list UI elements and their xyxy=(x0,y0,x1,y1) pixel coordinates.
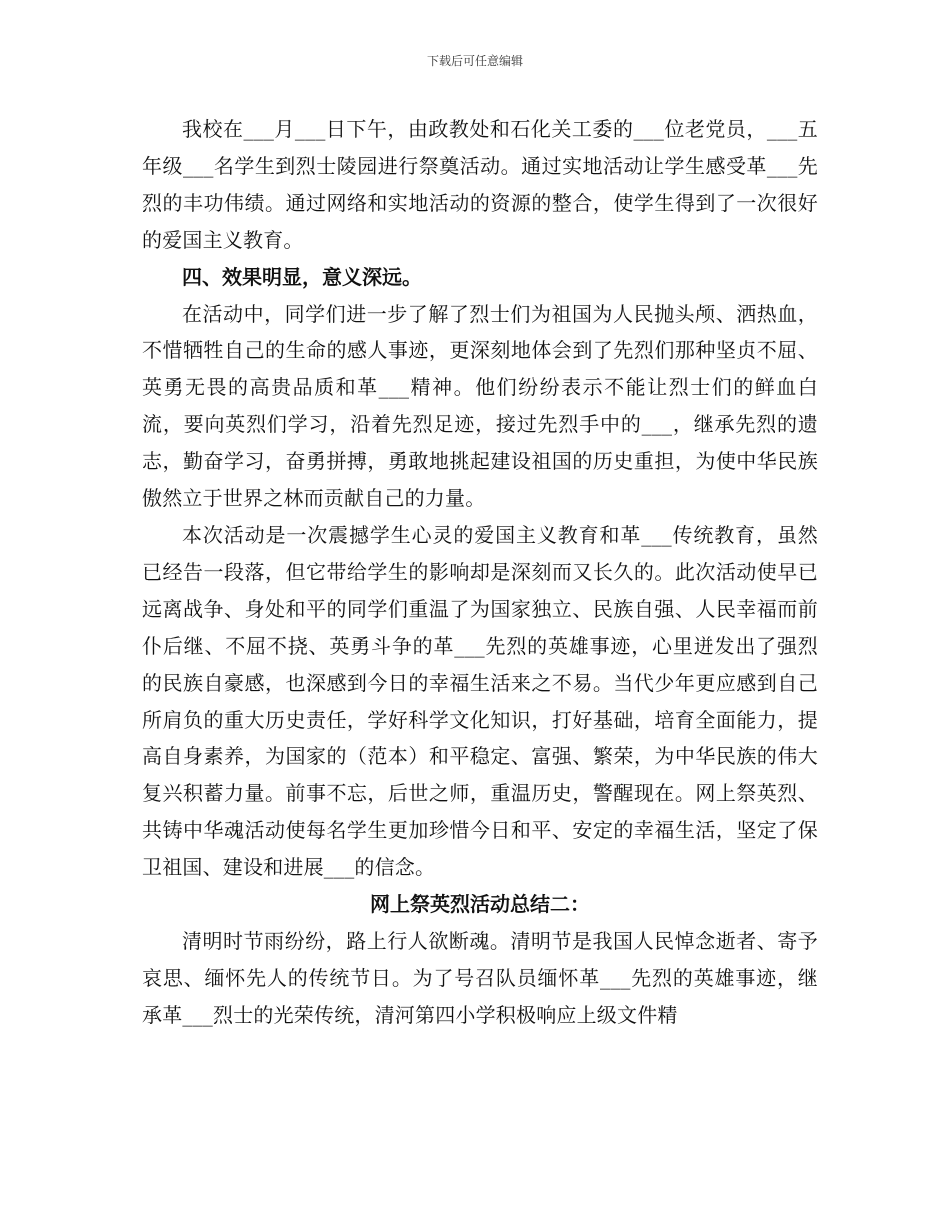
page-header-note: 下载后可任意编辑 xyxy=(426,54,523,68)
paragraph-activity-significance: 本次活动是一次震撼学生心灵的爱国主义教育和革___传统教育，虽然已经告一段落，但它带给学生的影响却是深刻而又长久的。此次活动使早已远离战争、身处和平的同学们重温了为国家独立、民族自强、人民幸福而前仆后继、不屈不挠、英勇斗争的革___先烈的英雄事迹，心里迸发出了强烈的民族自豪感，也深感到今日的幸福生活来之不易。当代少年更应感到自己所肩负的重大历史责任，学好科学文化知识，打好基础，培育全面能力，提高自身素养，为国家的（范本）和平稳定、富强、繁荣，为中华民族的伟大复兴积蓄力量。前事不忘，后世之师，重温历史，警醒现在。网上祭英烈、共铸中华魂活动使每名学生更加珍惜今日和平、安定的幸福生活，坚定了保卫祖国、建设和进展___的信念。 xyxy=(142,522,818,880)
section-title-summary-two: 网上祭英烈活动总结二： xyxy=(370,892,590,917)
paragraph-activity-description: 我校在___月___日下午，由政教处和石化关工委的___位老党员，___五年级___名学生到烈士陵园进行祭奠活动。通过实地活动让学生感受革___先烈的丰功伟绩。通过网络和实地活动的资源的整合，使学生得到了一次很好的爱国主义教育。 xyxy=(142,117,818,252)
document-body xyxy=(142,111,818,1034)
paragraph-qingming-intro: 清明时节雨纷纷，路上行人欲断魂。清明节是我国人民悼念逝者、寄予哀思、缅怀先人的传统节日。为了号召队员缅怀革___先烈的英雄事迹，继承革___烈士的光荣传统，清河第四小学积极响应上级文件精 xyxy=(142,928,818,1027)
section-heading-effects: 四、效果明显，意义深远。 xyxy=(182,264,422,289)
paragraph-student-reflection: 在活动中，同学们进一步了解了烈士们为祖国为人民抛头颅、洒热血，不惜牺牲自己的生命的感人事迹，更深刻地体会到了先烈们那种坚贞不屈、英勇无畏的高贵品质和革___精神。他们纷纷表示不能让烈士们的鲜血白流，要向英烈们学习，沿着先烈足迹，接过先烈手中的___，继承先烈的遗志，勤奋学习，奋勇拼搏，勇敢地挑起建设祖国的历史重担，为使中华民族傲然立于世界之林而贡献自己的力量。 xyxy=(142,301,818,511)
